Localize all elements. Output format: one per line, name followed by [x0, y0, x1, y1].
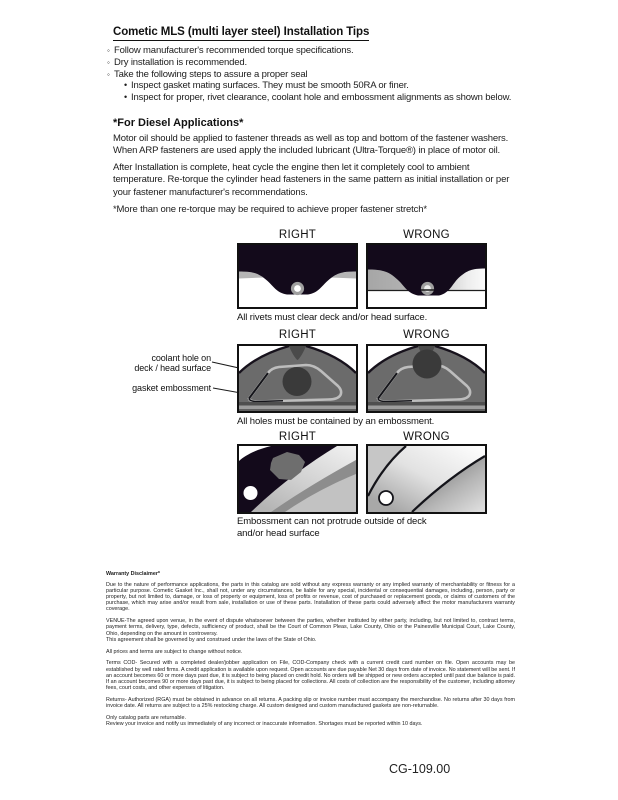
list-item [107, 69, 527, 81]
embossment-wrong-image [366, 444, 487, 514]
bullet-icon: ◦ [107, 46, 110, 55]
disclaimer-paragraph: VENUE-The agreed upon venue, in the event of dispute whatsoever between the parties, whether instituted by either party, including, but not limited to, contract terms, payment terms, delivery, type, defects, sufficiency of product, shall be the Court of Common Pleas, Lake County, Ohio or the Painesville Municipal Court, Lake County, Ohio, depending on the amount in controversy. [106, 618, 515, 637]
rivet-wrong-diagram [366, 243, 487, 309]
list-item [124, 92, 527, 104]
rivet-wrong-image [366, 243, 487, 309]
list-item-text: Follow manufacturer's recommended torque specifications. [114, 45, 354, 56]
holes-right-label: RIGHT [278, 329, 317, 341]
list-item-text: Dry installation is recommended. [114, 56, 248, 68]
embossment-right-diagram [237, 444, 358, 514]
list-item-text: Inspect gasket mating surfaces. They must be smooth 50RA or finer. [131, 80, 409, 92]
holes-right-image [237, 344, 358, 413]
diesel-paragraph-1: Motor oil should be applied to fastener threads as well as top and bottom of the fastener washers. When ARP fasteners are used apply the included lubricant (Ultra-Torque®) in place of motor oil. [113, 133, 509, 157]
disclaimer-paragraph: Terms COD- Secured with a completed dealer/jobber application on File, COD-Company check with a current credit card number on file. Open accounts may be established by well rated firms. A credit application is available upon request. Open accounts are due payable Net 30 days from date of invoice. No statement will be sent. If an account becomes 60 or more days past due, it is subject to being placed on credit hold. No orders will be shipped or new orders accepted until past due balance is paid. If an account becomes 90 or more days past due, it is subject to being placed for collections. All costs of collection are the responsibility of the customer, including attorney fees, court costs, and other expenses of litigation. [106, 660, 515, 691]
callout-line: coolant hole on [151, 353, 211, 363]
diesel-applications-heading: *For Diesel Applications* [113, 117, 244, 129]
list-item [107, 45, 527, 57]
bullet-icon: ◦ [107, 69, 110, 79]
rivet-wrong-label: WRONG [403, 229, 450, 241]
holes-right-diagram [237, 344, 358, 413]
rivet-caption: All rivets must clear deck and/or head surface. [237, 312, 428, 323]
embossment-right-label: RIGHT [278, 431, 317, 443]
holes-wrong-image [366, 344, 487, 413]
caption-line: and/or head surface [237, 527, 320, 539]
disclaimer-paragraph: Review your invoice and notify us immediately of any incorrect or inaccurate information. Shortages must be reported within 10 days. [106, 720, 423, 727]
retorque-note: *More than one re-torque may be required to achieve proper fastener stretch* [113, 204, 427, 215]
rivet-right-image [237, 243, 358, 309]
bullet-icon: ◦ [107, 57, 110, 67]
rivet-right-diagram [237, 243, 358, 309]
installation-tips-list [107, 45, 527, 104]
list-item [124, 80, 527, 92]
warranty-disclaimer [106, 571, 515, 727]
disclaimer-heading: Warranty Disclaimer* [106, 571, 161, 577]
disclaimer-paragraph: Returns- Authorized (RGA) must be obtained in advance on all returns. A packing slip or invoice number must accompany the merchandise. No returns after 30 days from invoice date. All returns are subject to a 25% restocking charge. All custom designed and custom manufactured gaskets are non-returnable. [106, 696, 515, 709]
bullet-icon: • [124, 80, 128, 91]
disclaimer-paragraph: All prices and terms are subject to change without notice. [106, 648, 243, 655]
embossment-wrong-diagram [366, 444, 487, 514]
holes-wrong-label: WRONG [403, 329, 450, 341]
disclaimer-paragraph: This agreement shall be governed by and construed under the laws of the State of Ohio. [106, 636, 317, 643]
list-item-text: Inspect for proper, rivet clearance, coolant hole and embossment alignments as shown below. [131, 92, 512, 104]
bullet-icon: • [124, 92, 128, 103]
caption-line: Embossment can not protrude outside of deck [237, 516, 427, 527]
callout-line: deck / head surface [134, 363, 211, 374]
holes-caption: All holes must be contained by an embossment. [237, 416, 435, 427]
holes-wrong-diagram [366, 344, 487, 413]
disclaimer-paragraph: Due to the nature of performance applications, the parts in this catalog are sold without any express warranty or any implied warranty of merchantability or fitness for a particular purpose. Cometic Gasket Inc., shall not, under any circumstances, be liable for any special, incidental or consequential damages, including, person, party or property, but not limited to, damage, or loss of property or equipment, loss of profits or revenue, cost of purchased or replacement goods, or claims of customers of the purchase, which may arise and/or result from sale, installation or use of these parts. Installation of these parts could adversely affect the motor manufacturers warranty coverage. [106, 582, 515, 613]
list-item-text: Take the following steps to assure a proper seal [114, 68, 308, 80]
embossment-caption [237, 516, 427, 539]
embossment-right-image [237, 444, 358, 514]
embossment-wrong-label: WRONG [403, 431, 450, 443]
rivet-right-label: RIGHT [278, 229, 317, 241]
list-item [107, 57, 527, 69]
page-number: CG-109.00 [389, 762, 451, 776]
page-title: Cometic MLS (multi layer steel) Installation Tips [113, 26, 369, 41]
diesel-paragraph-2: After Installation is complete, heat cycle the engine then let it completely cool to ambient temperature. Re-torque the cylinder head fasteners in the same pattern as initial installation or per your fastener manufacturer's recommendations. [113, 162, 510, 198]
disclaimer-paragraph: Only catalog parts are returnable. [106, 714, 187, 721]
gasket-embossment-callout: gasket embossment [132, 383, 211, 393]
